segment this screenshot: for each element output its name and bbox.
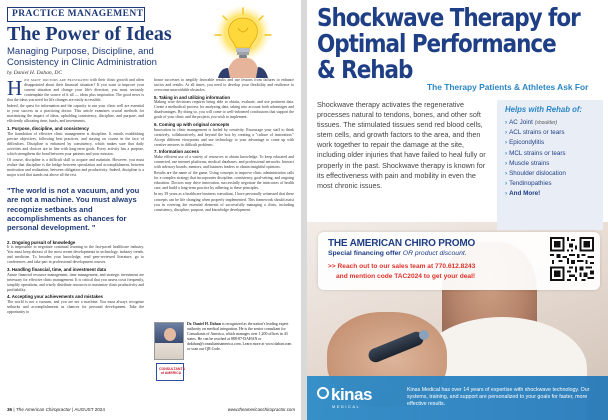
chevron-right-icon: › [505,119,508,126]
lightbulb-hand-illustration [196,6,296,78]
paragraph: Indeed, the quest for information and the capacity to run your clinic well are essential to your success as a practicing doctor. This article examines crucial methods for maximizing the impact of ideas, upholding consistency, discipline, and purpose, and efficiently allocating time, funds, and investments. [7,104,144,124]
article-column-1 [7,78,144,185]
paragraph: The foundation of effective clinic management is discipline. It entails establishing precise objectives, following best practices, and staying on course in the face of difficulties. Discipline is enhanced by consistency, which makes sure that daily activities and choices are in line with long-term goals. Every activity has a purpose, which strengthens the bond between your patients and your mission. [7,131,144,156]
chevron-right-icon: › [505,159,508,167]
section-heading: 3. Handling financial, time, and investment data [7,266,107,272]
consultants-of-america-logo: CONSULTANTS of AMERICA [156,363,184,381]
footer-text: Kinas Medical has over 14 years of expertise with shockwave technology. Our systems, training, and support are personalized to your goals for faster, more effective results. [407,387,590,408]
kinas-logo-mark [317,387,329,399]
list-item: › AC Joint (shoulder) [505,119,558,126]
paragraph: It is impossible to negotiate continual learning in the fast-paced healthcare industry. You must keep abreast of the most recent developments in technology, industry trends, and medicine. To broaden your knowledge, read peer-reviewed literature, go to conferences, and take part in professional development courses. [7,245,144,265]
issue-date: AUGUST 2024 [74,407,105,412]
section-heading: 6. Coming up with original concepts [154,122,230,128]
list-item: › Tendinopathies [505,180,552,188]
page-folio: 36 | The American Chiropractor | AUGUST 2024 [7,407,105,412]
promo-cta-line-2: and mention code TAC2024 to get your deal! [336,273,476,280]
author-bio [154,320,295,402]
chevron-right-icon: › [505,170,508,178]
author-photo [154,322,184,360]
ad-page [307,0,608,420]
pull-quote: "The world is not a vacuum, and you are not a machine. You must always recognize setbacks and accomplishments as chances for personal development. " [7,186,140,233]
section-heading: 2. Ongoing pursuit of knowledge [7,239,76,245]
paragraph: Make efficient use of a variety of resources to obtain knowledge. To keep educated and connected, use internet platforms, medical databases, and professional networks. Interact with advisory boards, mentors, and business leaders to obtain insightful opinions. [154,155,294,170]
list-item: › Shoulder dislocation [505,170,566,178]
section-tag: PRACTICE MANAGEMENT [7,7,145,22]
list-item: › Epicondylitis [505,139,545,147]
list-item: › ACL strains or tears [505,129,565,137]
intro-smallcaps: ow many doctors are frustrated [24,78,89,82]
ad-headline: Shockwave Therapy for Optimal Performance & Rehab [317,3,580,84]
helps-with-list [505,118,566,200]
shockwave-device-tip [419,330,429,340]
ad-body: Shockwave therapy activates the regenerative processes natural to tendons, bones, and other soft tissues. The stimulated tissues send red blood cells, stem cells, and growth factors to the area, and then work together to repair the damage at the site, including older injuries that have failed to heal fully or properly in the past. Shockwave therapy is known for its effectiveness with pain and mobility in even the most chronic issues. [317,100,486,190]
chevron-right-icon: › [505,180,508,188]
section-heading: 4. Accepting your achievements and mistakes [7,294,103,300]
article-column-2 [154,78,294,318]
publication-name: The American Chiropractor [15,407,71,412]
paragraph: honor successes to amplify favorable results and use lessons from failures to enhance tactics and results. At all times, you need to develop your flexibility and resilience to overcome unavoidable obstacles. [154,78,294,93]
paragraph: Of course, discipline is a difficult skill to acquire and maintain. However, you must realize that discipline is the bridge between speculation and accomplishment, between motivation and realization, between obligation and productivity. Indeed, discipline is a major word that stands out above all the rest. [7,157,144,177]
kinas-medical-logo: kinas MEDICAL [317,382,387,414]
list-item: › And More! [505,190,541,198]
section-heading: 1. Purpose, discipline, and consistency [7,125,89,131]
brand-footer [307,376,608,420]
promo-title: THE AMERICAN CHIRO PROMO [328,238,476,249]
author-bio-text [187,322,295,353]
promo-cta-line-1: >> Reach out to our sales team at 770.612.8243 [328,263,476,270]
publication-url: www.theamericanchiropractor.com [227,407,295,412]
list-item: › MCL strains or tears [505,149,566,157]
drop-cap: H [7,78,23,100]
section-heading: 5. Taking in and utilizing information [154,94,231,100]
helps-with-box [497,100,603,230]
byline: by Daniel H. Dahan, DC [7,70,62,76]
paragraph: Results are the name of the game. Using concepts to improve clinic administration calls for a complex strategy that incorporates discipline, consistency, goal-setting, and ongoing education. Doctors may drive innovation, successfully negotiate the intricacies of health care, and build a long-term practice by adhering to these principles. [154,171,294,191]
promo-box [318,232,600,290]
chevron-right-icon: › [505,139,508,147]
page-number: 36 [7,407,13,412]
article-page [0,0,301,420]
helps-with-title: Helps with Rehab of: [505,105,583,114]
chevron-right-icon: › [505,129,508,137]
list-item: › Muscle strains [505,159,550,167]
qr-code-icon[interactable] [550,237,594,281]
paragraph: In my 39 years as a healthcare business consultant, I have personally witnessed that these concepts can be life changing when properly implemented. This framework should assist you in covering the essential elements of successfully managing a clinic, including consistency, discipline, purpose, and knowledge development. [154,192,294,212]
author-bio-body: is recognized as the nation's leading expert authority on medical integration. He is the senior consultant for Consultants of America, which manages over 1,200 offices in 43 states. He can be reached at 888-87-DAHAN or drdahan@consultantsamerica.com. Learn more at www.dahan.com or scan our QR Code. [187,322,292,352]
paragraph: Astute financial resource management, time management, and strategic investment are necessary for effective clinic management. It is critical that you assess costs frequently, simplify operations, and wisely distribute resources to maximize clinic productivity and profitability. [7,272,144,292]
paragraph: Innovation in clinic management is fueled by creativity. Encourage your staff to think creatively, collaboratively, and beyond the box by creating a "culture of innovation." Accept different viewpoints and use technology to your advantage to come up with creative answers to difficult problems. [154,127,294,147]
article-column-1-lower [7,238,144,401]
ad-tagline: The Therapy Patients & Athletes Ask For [427,82,589,92]
paragraph: Making wise decisions requires being able to obtain, evaluate, and use pertinent data. Create a methodical process for analyzing data, taking into account both advantages and disadvantages. By doing so, you will come to well-informed conclusions that support the goals of your clinic and the projects you wish to implement. [154,100,294,120]
article-subtitle: Managing Purpose, Discipline, and Consistency in Clinic Administration [7,46,157,68]
chevron-right-icon: › [505,190,508,198]
author-name: Dr. Daniel H. Dahan [187,322,221,326]
article-title: The Power of Ideas [7,23,172,45]
chevron-right-icon: › [505,149,508,157]
paragraph: The world is not a vacuum, and you are not a machine. You must always recognize setbacks and accomplishments as chances for personal development. Take the opportunity to [7,299,144,315]
intro-text: with their clinic growth and often disappointed about their financial situation? If you want to improve your current situation and change your life's direction, you must seriously contemplate the source of it all — ideas plus inspiration. The good news is that the ideas you need for life changes are easily accessible. [7,78,144,103]
promo-subtitle: Special financing offer OR product discount. [328,250,467,257]
section-heading: 7. Information access [154,149,199,155]
